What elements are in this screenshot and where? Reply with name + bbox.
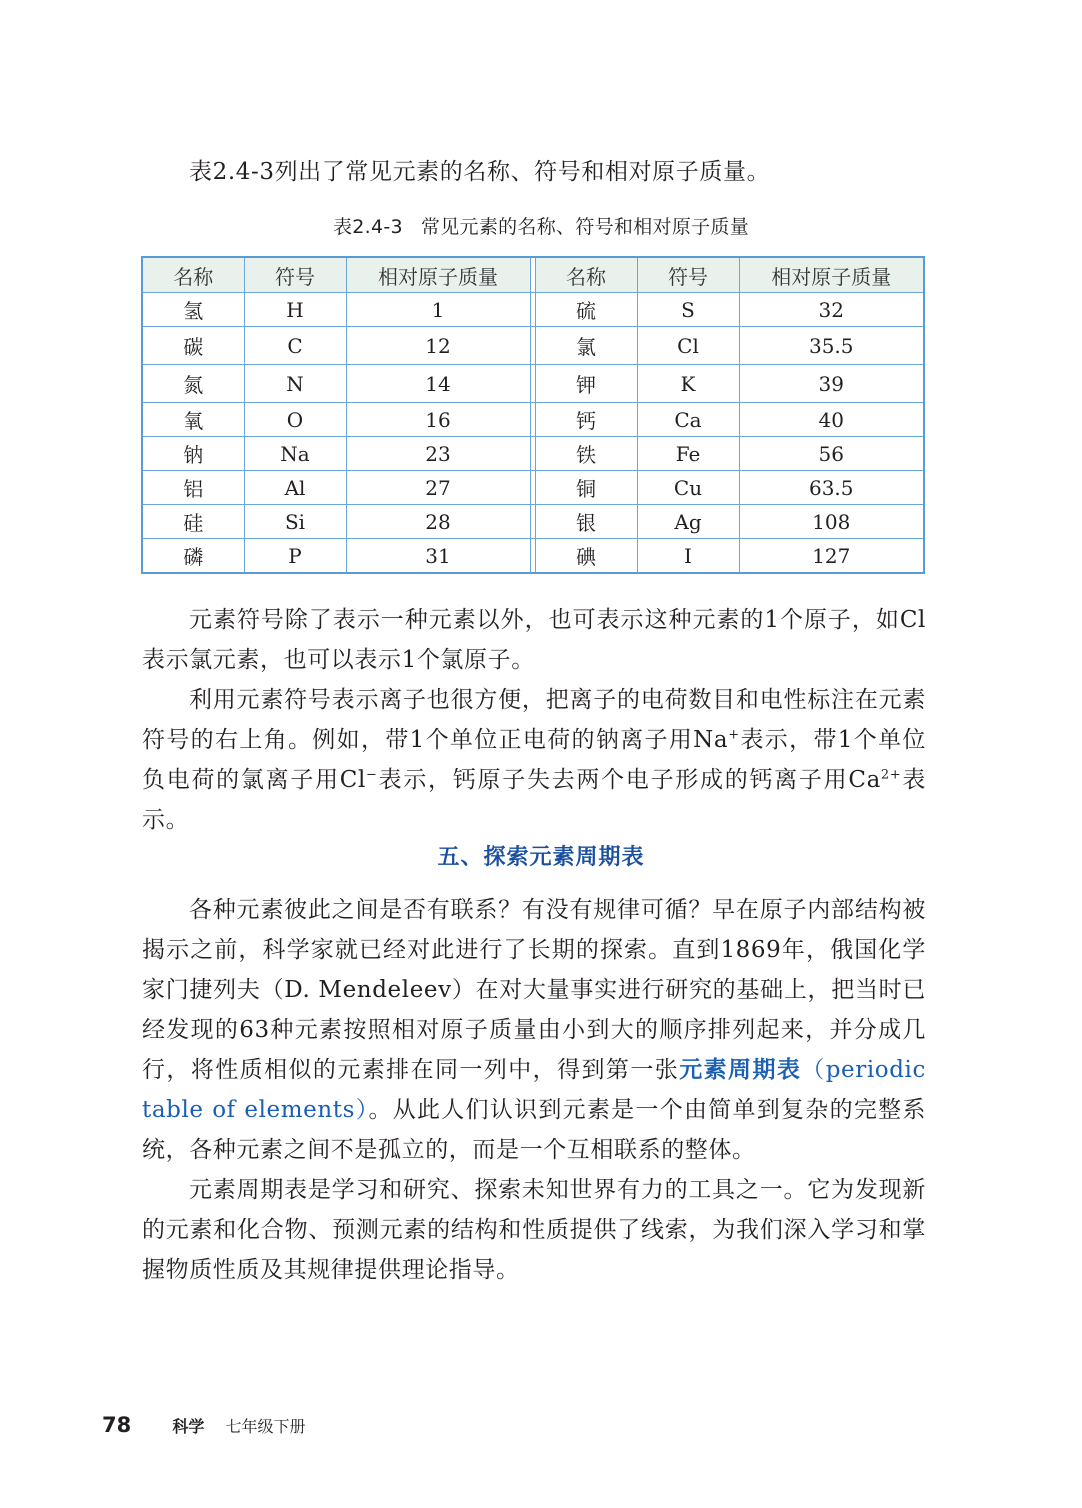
element-symbol-cell: C [244,327,346,365]
header-name-left: 名称 [142,257,244,293]
element-symbol-cell: K [637,365,739,403]
table-body [142,293,924,574]
header-mass-right: 相对原子质量 [739,257,924,293]
table-row [142,437,924,471]
atomic-mass-cell: 63.5 [739,471,924,505]
element-symbol-cell: Si [244,505,346,539]
element-name-cell: 钾 [535,365,637,403]
element-name-cell: 磷 [142,539,244,574]
element-name-cell: 铁 [535,437,637,471]
element-symbol-cell: Al [244,471,346,505]
section-heading: 五、探索元素周期表 [437,845,645,870]
element-name-cell: 硅 [142,505,244,539]
element-name-cell: 钙 [535,403,637,437]
paragraph-ion-notation [142,680,926,840]
element-name-cell: 钠 [142,437,244,471]
header-name-right: 名称 [535,257,637,293]
header-symbol-right: 符号 [637,257,739,293]
table-header-row [142,257,924,293]
atomic-mass-cell: 27 [346,471,530,505]
ion-text-2: 表示，带1个单位负电荷的氯离子用Cl [142,727,926,793]
page-number: 78 [102,1413,132,1437]
footer-subject: 科学 [172,1417,205,1436]
table-row [142,365,924,403]
ion-text-1: 利用元素符号表示离子也很方便，把离子的电荷数目和电性标注在元素符号的右上角。例如，带1个单位正电荷的钠离子用Na [142,687,926,753]
element-table [141,256,925,574]
element-name-cell: 氯 [535,327,637,365]
table-row [142,539,924,574]
element-symbol-cell: Ag [637,505,739,539]
table-row [142,403,924,437]
atomic-mass-cell: 108 [739,505,924,539]
element-symbol-cell: Fe [637,437,739,471]
element-symbol-cell: S [637,293,739,327]
header-symbol-left: 符号 [244,257,346,293]
atomic-mass-cell: 28 [346,505,530,539]
paragraph-periodic-tool: 元素周期表是学习和研究、探索未知世界有力的工具之一。它为发现新的元素和化合物、预测元素的结构和性质提供了线索，为我们深入学习和掌握物质性质及其规律提供理论指导。 [142,1177,926,1283]
table-caption-number: 表2.4-3 [332,216,403,238]
calcium-ion-charge: 2+ [880,767,902,783]
element-symbol-cell: Cu [637,471,739,505]
page-footer [102,1413,305,1437]
atomic-mass-cell: 16 [346,403,530,437]
element-symbol-cell: I [637,539,739,574]
element-name-cell: 氢 [142,293,244,327]
atomic-mass-cell: 40 [739,403,924,437]
element-name-cell: 氮 [142,365,244,403]
atomic-mass-cell: 32 [739,293,924,327]
footer-grade: 七年级下册 [225,1417,306,1436]
atomic-mass-cell: 56 [739,437,924,471]
chloride-ion-charge: − [365,767,378,783]
atomic-mass-cell: 39 [739,365,924,403]
element-symbol-cell: Ca [637,403,739,437]
key-term-periodic-table: 元素周期表 [679,1057,802,1083]
table-row [142,327,924,365]
history-text-1: 各种元素彼此之间是否有联系？有没有规律可循？早在原子内部结构被揭示之前，科学家就已经对此进行了长期的探索。直到1869年，俄国化学家门捷列夫（D. Mendeleev）在对大量事实进行研究的基础上，把当时已经发现的63种元素按照相对原子质量由小到大的顺序排列起来，并分成几行，将性质相似的元素排在同一列中，得到第一张 [142,897,926,1083]
element-name-cell: 银 [535,505,637,539]
atomic-mass-cell: 31 [346,539,530,574]
table-row [142,505,924,539]
element-name-cell: 碘 [535,539,637,574]
atomic-mass-cell: 127 [739,539,924,574]
element-name-cell: 铜 [535,471,637,505]
sodium-ion-charge: + [728,727,740,743]
element-name-cell: 氧 [142,403,244,437]
element-symbol-cell: H [244,293,346,327]
atomic-mass-cell: 12 [346,327,530,365]
element-symbol-cell: Na [244,437,346,471]
atomic-mass-cell: 35.5 [739,327,924,365]
paragraph-element-symbol: 元素符号除了表示一种元素以外，也可表示这种元素的1个原子，如Cl表示氯元素，也可以表示1个氯原子。 [142,607,926,673]
table-row [142,293,924,327]
element-name-cell: 硫 [535,293,637,327]
atomic-mass-cell: 23 [346,437,530,471]
element-symbol-cell: N [244,365,346,403]
element-symbol-cell: O [244,403,346,437]
atomic-mass-cell: 1 [346,293,530,327]
table-caption [0,212,1082,239]
element-name-cell: 碳 [142,327,244,365]
element-symbol-cell: Cl [637,327,739,365]
intro-paragraph: 表2.4-3列出了常见元素的名称、符号和相对原子质量。 [189,159,771,185]
element-symbol-cell: P [244,539,346,574]
header-mass-left: 相对原子质量 [346,257,530,293]
element-name-cell: 铝 [142,471,244,505]
table-row [142,471,924,505]
key-term-english: （periodic table of elements） [142,1057,926,1123]
history-text-2: 。从此人们认识到元素是一个由简单到复杂的完整系统，各种元素之间不是孤立的，而是一个互相联系的整体。 [142,1097,926,1163]
atomic-mass-cell: 14 [346,365,530,403]
ion-text-4: 表示。 [142,767,926,833]
paragraph-periodic-history [142,890,926,1170]
ion-text-3: 表示，钙原子失去两个电子形成的钙离子用Ca [377,767,881,793]
table-caption-title: 常见元素的名称、符号和相对原子质量 [420,216,750,238]
